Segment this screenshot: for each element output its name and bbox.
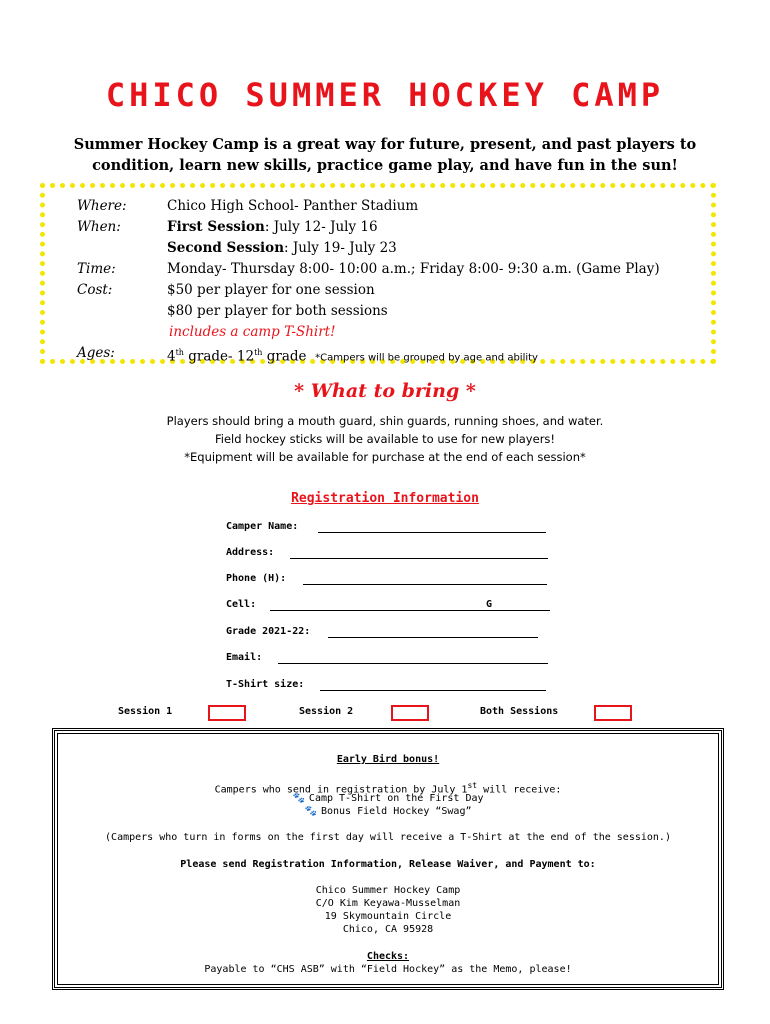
registration-title: Registration Information: [291, 491, 479, 506]
time-label: Time:: [77, 261, 116, 277]
send-heading: Please send Registration Information, Release Waiver, and Payment to:: [180, 859, 596, 870]
phone-field[interactable]: [303, 573, 547, 585]
camper-name-field[interactable]: [318, 521, 546, 533]
cost-label: Cost:: [77, 282, 113, 298]
ages-end: grade: [262, 348, 307, 365]
where-value: Chico High School- Panther Stadium: [167, 198, 419, 214]
first-session: [167, 217, 378, 237]
checks-text: Payable to “CHS ASB” with “Field Hockey” as the Memo, please!: [204, 964, 572, 975]
first-day-note: (Campers who turn in forms on the first day will receive a T-Shirt at the end of the session.): [105, 832, 671, 843]
intro-line-1: Summer Hockey Camp is a great way for future, present, and past players to: [73, 136, 697, 153]
ages-start-sup: th: [175, 348, 184, 357]
first-session-label: First Session: [167, 219, 265, 235]
checks-label: [55, 950, 721, 963]
cell-suffix: G: [486, 599, 493, 610]
early-bird-title: [55, 753, 721, 766]
where-label: Where:: [77, 198, 127, 214]
bonus-item-1-text: Camp T-Shirt on the First Day: [308, 793, 484, 804]
cost-one: $50 per player for one session: [167, 282, 375, 298]
cost-both: $80 per player for both sessions: [167, 303, 388, 319]
address-field[interactable]: [290, 547, 548, 559]
mail-address-4: Chico, CA 95928: [342, 924, 434, 935]
early-bird-box: [52, 728, 724, 990]
checks-label-text: Checks:: [366, 951, 410, 962]
session-1-label: Session 1: [118, 706, 173, 717]
cell-field[interactable]: [270, 599, 550, 611]
paw-icon: 🐾: [292, 793, 305, 804]
second-session-label: Second Session: [167, 240, 285, 256]
bring-line-3: *Equipment will be available for purchase at the end of each session*: [184, 450, 586, 464]
what-to-bring-title: * What to bring *: [294, 380, 476, 402]
ages-mid: grade- 12: [183, 348, 255, 365]
email-field[interactable]: [278, 652, 548, 664]
camp-info-box: [40, 183, 716, 364]
mail-address-1: Chico Summer Hockey Camp: [315, 885, 461, 896]
second-session: [167, 238, 397, 258]
ages-end-sup: th: [254, 348, 263, 357]
cost-note: includes a camp T-Shirt!: [169, 324, 336, 340]
when-label: When:: [77, 219, 121, 235]
ages-label: Ages:: [77, 345, 115, 361]
intro-pre: Campers who send in registration by July 1: [214, 784, 468, 796]
both-sessions-checkbox[interactable]: [594, 705, 632, 721]
grade-label: Grade 2021-22:: [226, 626, 311, 637]
bring-line-2: Field hockey sticks will be available to use for new players!: [214, 432, 556, 446]
phone-label: Phone (H):: [226, 573, 287, 584]
bonus-item-1: [55, 792, 721, 805]
session-1-checkbox[interactable]: [208, 705, 246, 721]
what-to-bring-text: [0, 412, 770, 466]
grade-field[interactable]: [328, 626, 538, 638]
bring-line-1: Players should bring a mouth guard, shin guards, running shoes, and water.: [166, 414, 604, 428]
mail-address-3: 19 Skymountain Circle: [324, 911, 452, 922]
ages-note: *Campers will be grouped by age and ability: [315, 352, 538, 364]
cell-label: Cell:: [226, 599, 257, 610]
session-2-checkbox[interactable]: [391, 705, 429, 721]
intro-post: will receive:: [477, 784, 562, 796]
time-value: Monday- Thursday 8:00- 10:00 a.m.; Friday 8:00- 9:30 a.m. (Game Play): [167, 261, 660, 277]
ages-start: 4: [167, 348, 176, 365]
intro-text: [60, 134, 710, 176]
camper-name-label: Camper Name:: [226, 521, 299, 532]
tshirt-field[interactable]: [320, 679, 546, 691]
ages-value: [167, 343, 538, 369]
bonus-item-2-text: Bonus Field Hockey “Swag”: [320, 806, 472, 817]
both-sessions-label: Both Sessions: [480, 706, 559, 717]
intro-line-2: condition, learn new skills, practice game play, and have fun in the sun!: [92, 157, 678, 174]
email-label: Email:: [226, 652, 263, 663]
mail-address-2: C/O Kim Keyawa-Musselman: [315, 898, 461, 909]
paw-icon: 🐾: [304, 806, 317, 817]
first-session-dates: : July 12- July 16: [264, 219, 378, 235]
intro-sup: st: [467, 781, 478, 790]
address-label: Address:: [226, 547, 275, 558]
second-session-dates: : July 19- July 23: [284, 240, 397, 256]
session-2-label: Session 2: [299, 706, 354, 717]
page-title: CHICO SUMMER HOCKEY CAMP: [105, 76, 665, 114]
early-bird-title-text: Early Bird bonus!: [336, 754, 440, 765]
tshirt-label: T-Shirt size:: [226, 679, 305, 690]
bonus-item-2: [55, 805, 721, 818]
